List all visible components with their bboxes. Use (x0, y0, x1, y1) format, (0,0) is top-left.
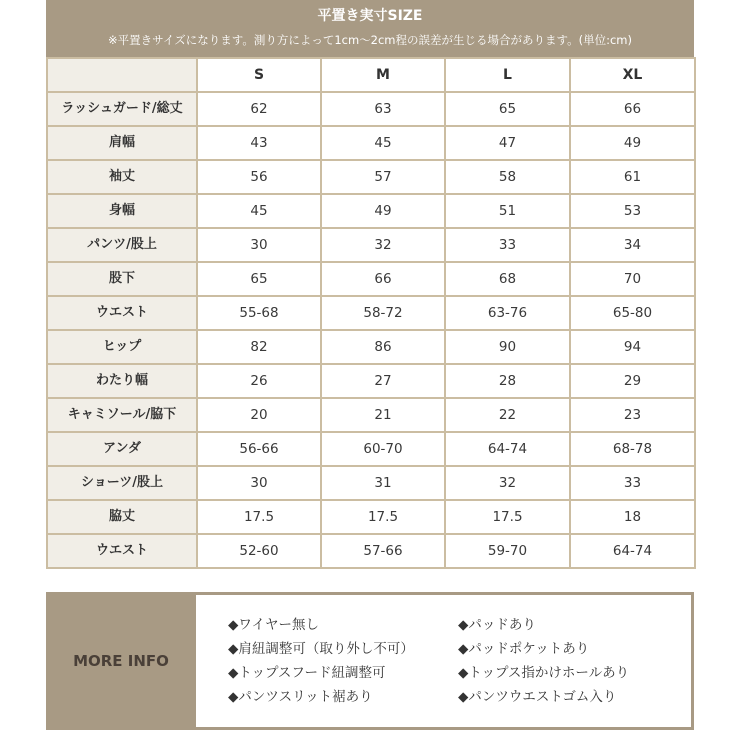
measurement-cell: 66 (570, 92, 695, 126)
measurement-cell: 82 (197, 330, 321, 364)
measurement-cell: 43 (197, 126, 321, 160)
measurement-cell: 17.5 (197, 500, 321, 534)
row-label: ショーツ/股上 (47, 466, 197, 500)
feature-item: ◆パンツスリット裾あり (228, 689, 373, 705)
measurement-cell: 18 (570, 500, 695, 534)
measurement-cell: 30 (197, 466, 321, 500)
feature-item: ◆パッドポケットあり (458, 641, 590, 657)
measurement-cell: 63 (321, 92, 445, 126)
measurement-cell: 45 (321, 126, 445, 160)
measurement-cell: 21 (321, 398, 445, 432)
table-row (47, 296, 695, 330)
measurement-cell: 23 (570, 398, 695, 432)
measurement-cell: 32 (321, 228, 445, 262)
feature-item: ◆トップスフード紐調整可 (228, 665, 386, 681)
row-label: わたり幅 (47, 364, 197, 398)
table-row (47, 228, 695, 262)
measurement-cell: 65 (445, 92, 570, 126)
measurement-cell: 68 (445, 262, 570, 296)
measurement-cell: 58-72 (321, 296, 445, 330)
measurement-cell: 64-74 (445, 432, 570, 466)
measurement-cell: 29 (570, 364, 695, 398)
measurement-cell: 34 (570, 228, 695, 262)
measurement-cell: 56-66 (197, 432, 321, 466)
measurement-cell: 52-60 (197, 534, 321, 568)
measurement-note: ※平置きサイズになります。測り方によって1cm〜2cm程の誤差が生じる場合があります。(単位:cm) (108, 33, 632, 47)
feature-item: ◆パンツウエストゴム入り (458, 689, 617, 705)
table-header-row (47, 58, 695, 92)
measurement-cell: 28 (445, 364, 570, 398)
measurement-cell: 64-74 (570, 534, 695, 568)
measurement-cell: 58 (445, 160, 570, 194)
table-row (47, 330, 695, 364)
measurement-cell: 65 (197, 262, 321, 296)
measurement-cell: 22 (445, 398, 570, 432)
more-info-box (196, 595, 691, 727)
measurement-cell: 90 (445, 330, 570, 364)
feature-item: ◆肩紐調整可（取り外し不可） (228, 641, 414, 657)
measurement-cell: 57-66 (321, 534, 445, 568)
measurement-cell: 94 (570, 330, 695, 364)
row-label: アンダ (47, 432, 197, 466)
table-row (47, 160, 695, 194)
measurement-cell: 20 (197, 398, 321, 432)
measurement-cell: 33 (570, 466, 695, 500)
measurement-cell: 32 (445, 466, 570, 500)
size-column-header: XL (570, 58, 695, 92)
row-label: ラッシュガード/総丈 (47, 92, 197, 126)
measurement-cell: 56 (197, 160, 321, 194)
table-row (47, 534, 695, 568)
measurement-cell: 59-70 (445, 534, 570, 568)
row-label: 袖丈 (47, 160, 197, 194)
measurement-cell: 27 (321, 364, 445, 398)
table-row (47, 92, 695, 126)
measurement-cell: 47 (445, 126, 570, 160)
measurement-cell: 61 (570, 160, 695, 194)
measurement-cell: 65-80 (570, 296, 695, 330)
measurement-cell: 51 (445, 194, 570, 228)
more-info-title: MORE INFO (73, 652, 169, 670)
size-table (46, 57, 696, 569)
feature-item: ◆ワイヤー無し (228, 617, 319, 633)
measurement-cell: 33 (445, 228, 570, 262)
table-corner-cell (47, 58, 197, 92)
size-column-header: M (321, 58, 445, 92)
size-chart-header (46, 0, 694, 57)
table-row (47, 364, 695, 398)
measurement-cell: 30 (197, 228, 321, 262)
table-row (47, 466, 695, 500)
size-column-header: L (445, 58, 570, 92)
feature-item: ◆トップス指かけホールあり (458, 665, 630, 681)
measurement-cell: 26 (197, 364, 321, 398)
row-label: ウエスト (47, 296, 197, 330)
measurement-cell: 60-70 (321, 432, 445, 466)
row-label: キャミソール/脇下 (47, 398, 197, 432)
measurement-cell: 63-76 (445, 296, 570, 330)
row-label: 脇丈 (47, 500, 197, 534)
feature-item: ◆パッドあり (458, 617, 536, 633)
table-row (47, 194, 695, 228)
measurement-cell: 57 (321, 160, 445, 194)
size-chart-title: 平置き実寸SIZE (317, 8, 423, 24)
row-label: 身幅 (47, 194, 197, 228)
size-column-header: S (197, 58, 321, 92)
measurement-cell: 31 (321, 466, 445, 500)
more-info-left-column (228, 613, 414, 709)
measurement-cell: 49 (321, 194, 445, 228)
measurement-cell: 86 (321, 330, 445, 364)
more-info-right-column (458, 613, 629, 709)
measurement-cell: 17.5 (321, 500, 445, 534)
row-label: ウエスト (47, 534, 197, 568)
table-row (47, 262, 695, 296)
row-label: 股下 (47, 262, 197, 296)
measurement-cell: 70 (570, 262, 695, 296)
table-row (47, 500, 695, 534)
table-row (47, 126, 695, 160)
measurement-cell: 17.5 (445, 500, 570, 534)
row-label: パンツ/股上 (47, 228, 197, 262)
measurement-cell: 66 (321, 262, 445, 296)
measurement-cell: 49 (570, 126, 695, 160)
row-label: ヒップ (47, 330, 197, 364)
table-row (47, 432, 695, 466)
measurement-cell: 55-68 (197, 296, 321, 330)
row-label: 肩幅 (47, 126, 197, 160)
measurement-cell: 68-78 (570, 432, 695, 466)
measurement-cell: 62 (197, 92, 321, 126)
table-row (47, 398, 695, 432)
more-info-section (46, 592, 694, 730)
measurement-cell: 53 (570, 194, 695, 228)
measurement-cell: 45 (197, 194, 321, 228)
